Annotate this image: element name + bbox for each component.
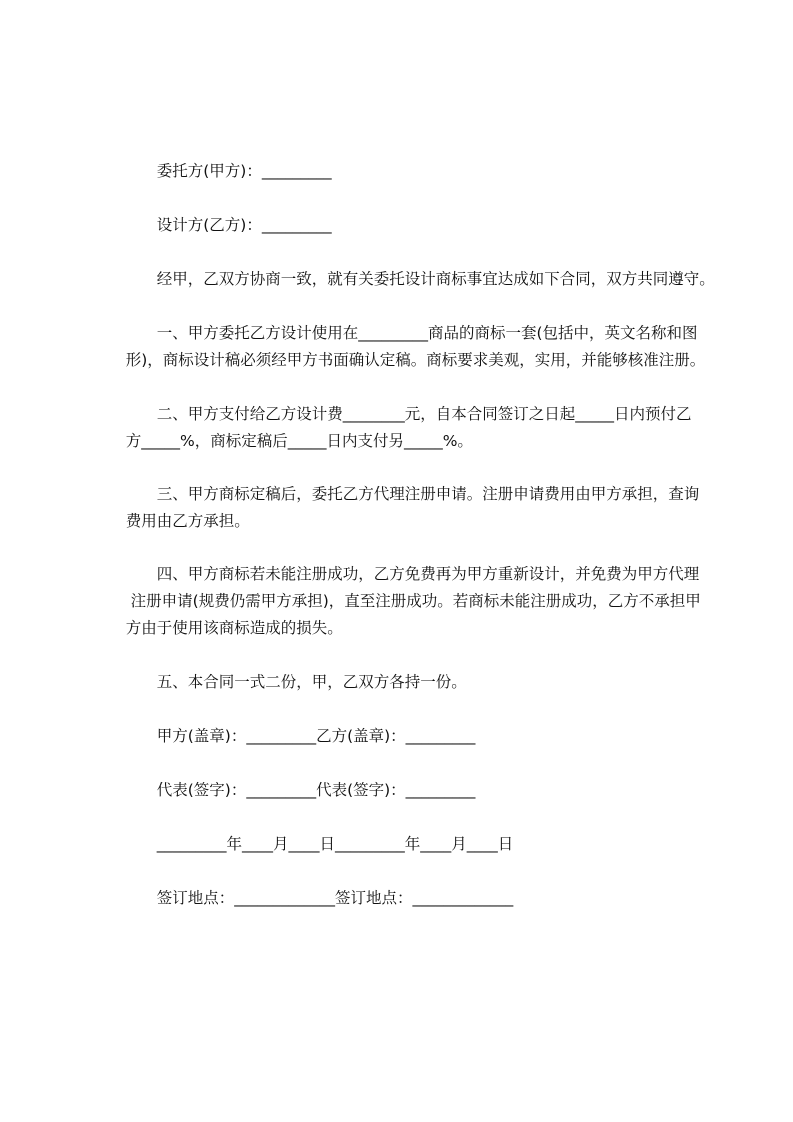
- clause-5-text: 五、本合同一式二份，甲，乙双方各持一份。: [156, 673, 467, 691]
- intro-text: 经甲，乙双方协商一致，就有关委托设计商标事宜达成如下合同，双方共同遵守。: [156, 270, 715, 288]
- clause-2-text-2: 方_____%，商标定稿后_____日内支付另_____%。: [125, 432, 473, 450]
- place-line-text: 签订地点：_____________签订地点：_____________: [156, 889, 514, 907]
- date-line-text: _________年____月____日_________年____月____日: [156, 835, 514, 853]
- clause-2-text-1: 二、甲方支付给乙方设计费________元，自本合同签订之日起_____日内预付乙: [156, 405, 692, 423]
- clause-4-text-3: 方由于使用该商标造成的损失。: [125, 619, 343, 637]
- clause-4-text-2: 注册申请(规费仍需甲方承担)，直至注册成功。若商标未能注册成功，乙方不承担甲: [125, 592, 701, 610]
- place-line: [106, 852, 706, 945]
- clause-1-text-1: 一、甲方委托乙方设计使用在_________商品的商标一套(包括中，英文名称和图: [156, 324, 698, 342]
- client-line-text: 委托方(甲方)：_________: [156, 162, 332, 180]
- clause-3-text-1: 三、甲方商标定稿后，委托乙方代理注册申请。注册申请费用由甲方承担，查询: [156, 485, 700, 503]
- seal-line-text: 甲方(盖章)：_________乙方(盖章)：_________: [156, 727, 476, 745]
- designer-line-text: 设计方(乙方)：_________: [156, 216, 332, 234]
- clause-1-text-2: 形)，商标设计稿必须经甲方书面确认定稿。商标要求美观，实用，并能够核准注册。: [125, 351, 706, 369]
- clause-4-text-1: 四、甲方商标若未能注册成功，乙方免费再为甲方重新设计，并免费为甲方代理: [156, 565, 700, 583]
- clause-3-text-2: 费用由乙方承担。: [125, 512, 250, 530]
- representative-line-text: 代表(签字)：_________代表(签字)：_________: [156, 781, 476, 799]
